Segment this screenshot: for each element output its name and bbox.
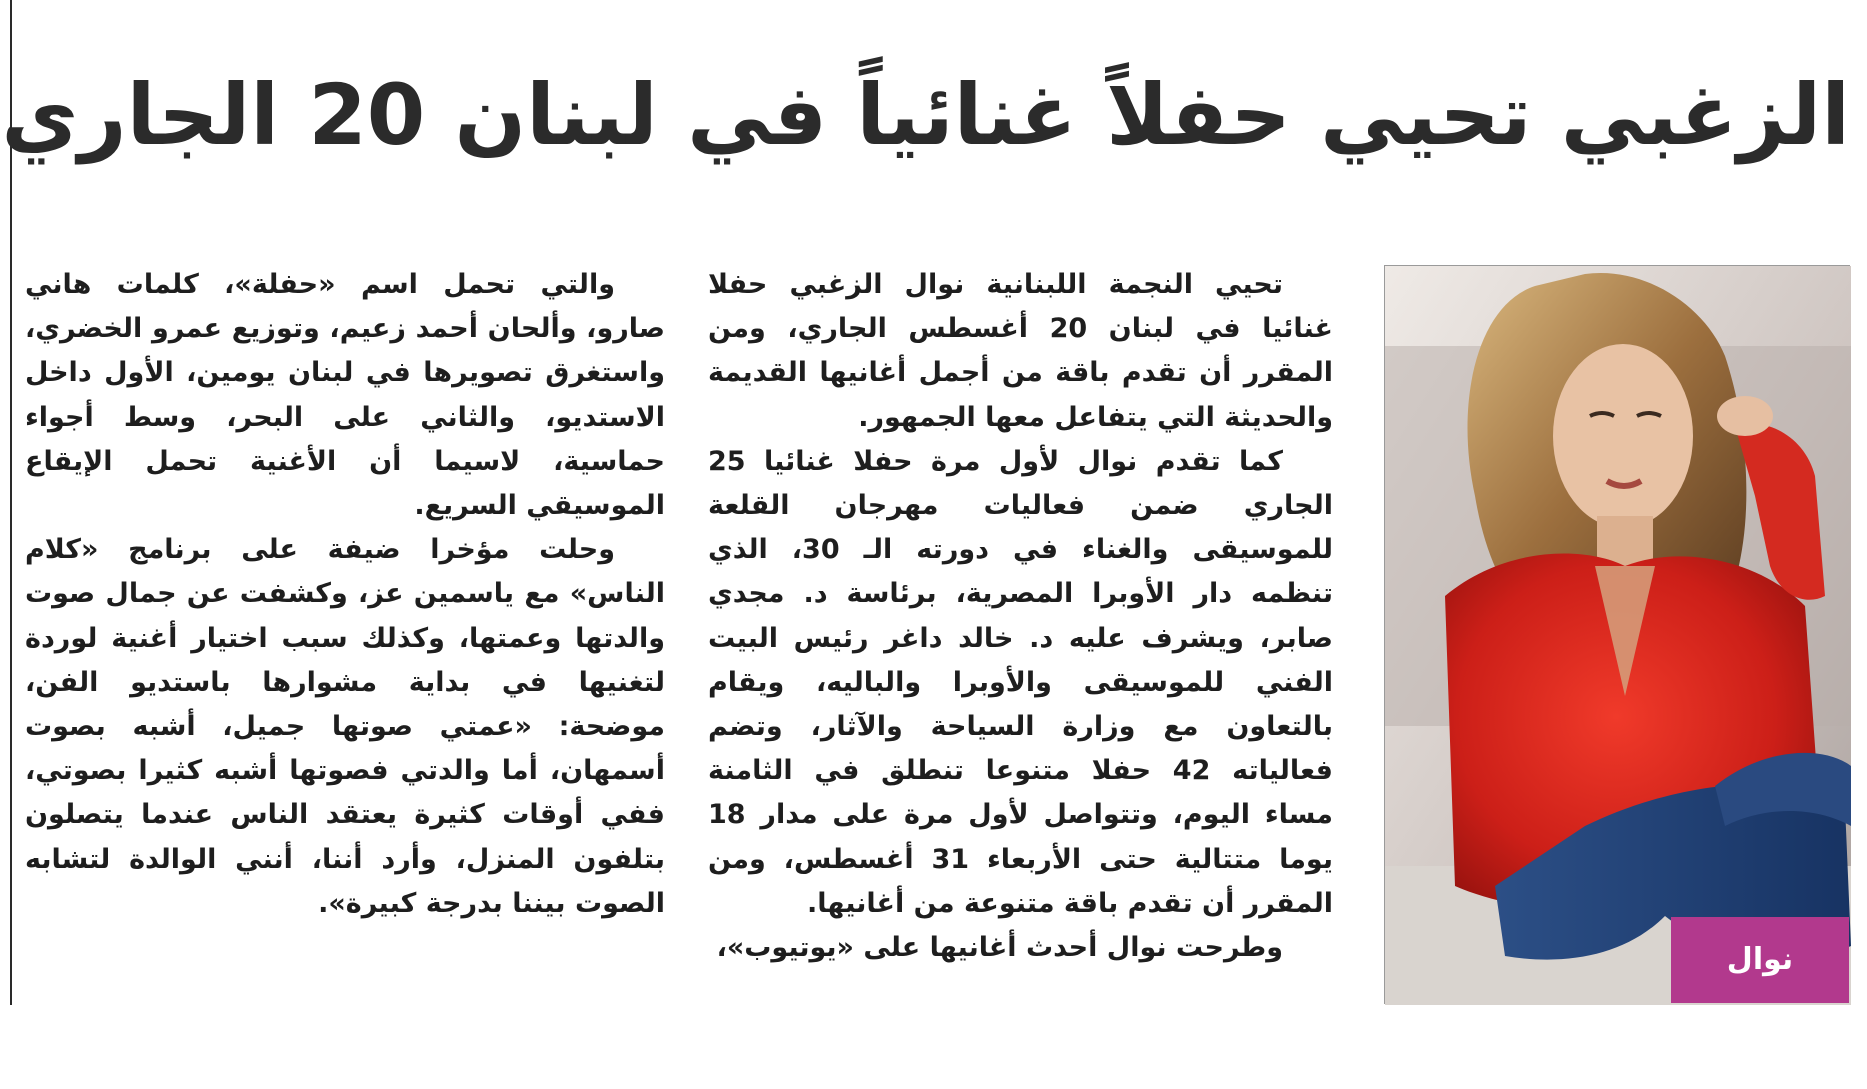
photo-caption: نوال الزغبي (1671, 917, 1849, 1003)
paragraph: وطرحت نوال أحدث أغانيها على «يوتيوب»، (716, 932, 1283, 964)
portrait-illustration (1385, 266, 1851, 1005)
article-headline: الزغبي تحيي حفلاً غنائياً في لبنان 20 الجاري (1, 66, 1850, 164)
article-column-left (25, 263, 665, 926)
article-column-right (708, 263, 1333, 970)
paragraph: وحلت مؤخرا ضيفة على برنامج «كلام الناس» مع ياسمين عز، وكشفت عن جمال صوت والدتها وعمتها، وكذلك سبب اختيار أغنية لوردة لتغنيها في بداية مشوارها باستديو الفن، موضحة: «عمتي صوتها جميل، أشبه بصوت أسمهان، أما والدتي فصوتها أشبه كثيرا بصوتي، ففي أوقات كثيرة يعتقد الناس عندما يتصلون بتلفون المنزل، وأرد أننا، أنني الوالدة لتشابه الصوت بيننا بدرجة كبيرة». (25, 534, 665, 919)
article-photo (1384, 265, 1850, 1063)
paragraph: كما تقدم نوال لأول مرة حفلا غنائيا 25 الجاري ضمن فعاليات مهرجان القلعة للموسيقى والغناء في دورته الـ 30، الذي تنظمه دار الأوبرا المصرية، برئاسة د. مجدي صابر، ويشرف عليه د. خالد داغر رئيس البيت الفني للموسيقى والأوبرا والباليه، ويقام بالتعاون مع وزارة السياحة والآثار، وتضم فعالياته 42 حفلا متنوعا تنطلق في الثامنة مساء اليوم، وتتواصل لأول مرة على مدار 18 يوما متتالية حتى الأربعاء 31 أغسطس، ومن المقرر أن تقدم باقة متنوعة من أغانيها. (708, 445, 1333, 919)
hand (1717, 396, 1773, 436)
paragraph: والتي تحمل اسم «حفلة»، كلمات هاني صارو، وألحان أحمد زعيم، وتوزيع عمرو الخضري، واستغرق تصويرها في لبنان يومين، الأول داخل الاستديو، والثاني على البحر، وسط أجواء حماسية، لاسيما أن الأغنية تحمل الإيقاع الموسيقي السريع. (25, 269, 665, 522)
paragraph: تحيي النجمة اللبنانية نوال الزغبي حفلا غنائيا في لبنان 20 أغسطس الجاري، ومن المقرر أن تقدم باقة من أجمل أغانيها القديمة والحديثة التي يتفاعل معها الجمهور. (708, 269, 1333, 433)
face (1553, 344, 1693, 528)
